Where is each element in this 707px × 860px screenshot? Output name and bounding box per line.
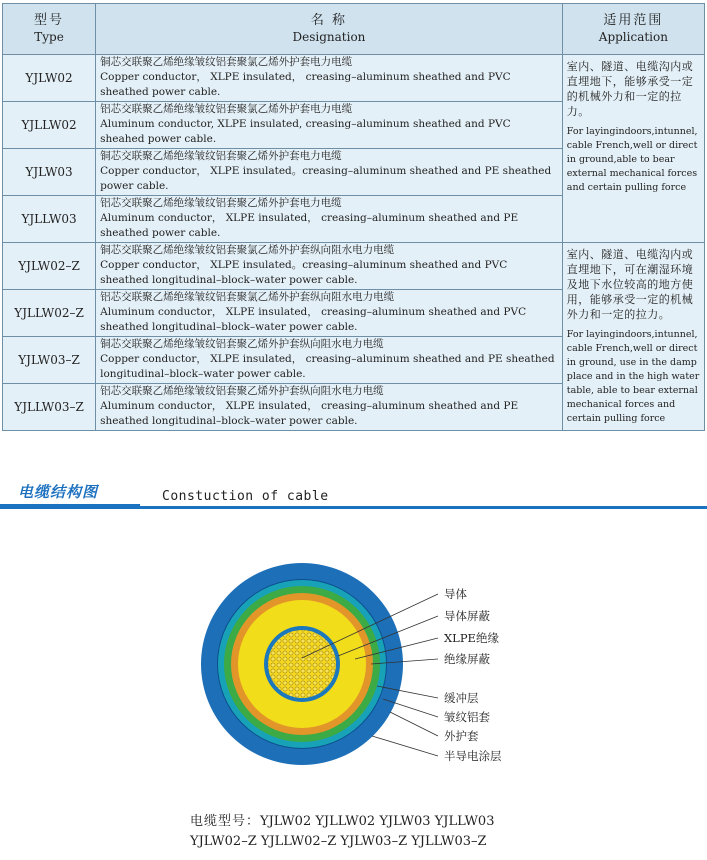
type-cell: YJLW03–Z bbox=[3, 337, 96, 384]
designation-en-line2: sheathed longitudinal–block–water power cable. bbox=[100, 321, 358, 333]
designation-en-line1: Copper conductor， XLPE insulated。creasing–aluminum sheathed and PE sheathed bbox=[100, 165, 552, 177]
designation-zh: 铜芯交联聚乙烯绝缘皱纹铝套聚乙烯外护套纵向阻水电力电缆 bbox=[100, 338, 384, 350]
application-zh: 室内、隧道、电缆沟内或直埋地下，可在潮湿环境及地下水位较高的地方使用，能够承受一定的机械外力和一定的拉力。 bbox=[566, 248, 694, 321]
designation-zh: 铜芯交联聚乙烯绝缘皱纹铝套聚氯乙烯外护套纵向阻水电力电缆 bbox=[100, 244, 395, 256]
cable-models-list bbox=[190, 812, 494, 852]
designation-en-line2: sheathed power cable. bbox=[100, 227, 221, 239]
designation-en-line1: Copper conductor， XLPE insulated。creasing–aluminum sheathed and PVC bbox=[100, 259, 508, 271]
section-title-zh: 电缆结构图 bbox=[18, 483, 99, 501]
header-designation-zh: 名 称 bbox=[310, 13, 348, 28]
designation-cell bbox=[96, 102, 563, 149]
cable-cross-section-diagram bbox=[0, 560, 707, 780]
designation-en-line1: Aluminum conductor， XLPE insulated， creasing–aluminum sheathed and PVC bbox=[100, 306, 527, 318]
designation-zh: 铝芯交联聚乙烯绝缘皱纹铝套聚氯乙烯外护套纵向阻水电力电缆 bbox=[100, 291, 395, 303]
models-line2: YJLW02–Z YJLLW02–Z YJLW03–Z YJLLW03–Z bbox=[190, 834, 487, 849]
header-type-zh: 型号 bbox=[34, 13, 65, 28]
designation-en-line1: Aluminum conductor， XLPE insulated， creasing–aluminum sheathed and PE bbox=[100, 212, 519, 224]
header-type bbox=[3, 4, 96, 55]
header-application bbox=[562, 4, 704, 55]
models-line1-values: YJLW02 YJLLW02 YJLW03 YJLLW03 bbox=[260, 814, 495, 829]
header-designation-en: Designation bbox=[292, 30, 366, 44]
header-application-en: Application bbox=[598, 30, 668, 44]
label-xlpe-insulation: XLPE绝缘 bbox=[444, 631, 499, 645]
header-application-zh: 适用范围 bbox=[603, 13, 664, 28]
table-header-row bbox=[3, 4, 705, 55]
designation-cell bbox=[96, 149, 563, 196]
designation-en-line2: power cable. bbox=[100, 180, 169, 192]
table-row bbox=[3, 243, 705, 290]
section-header bbox=[0, 479, 707, 511]
label-conductor-screen: 导体屏蔽 bbox=[444, 609, 490, 623]
designation-en-line1: Aluminum conductor, XLPE insulated, creasing–aluminum sheathed and PVC bbox=[100, 118, 511, 130]
type-cell: YJLW02 bbox=[3, 55, 96, 102]
designation-en-line1: Copper conductor， XLPE insulated， creasing–aluminum sheathed and PVC bbox=[100, 71, 511, 83]
table-row bbox=[3, 55, 705, 102]
models-line1 bbox=[190, 812, 494, 832]
designation-cell bbox=[96, 290, 563, 337]
leader-line-outer-sheath bbox=[390, 712, 438, 736]
designation-en-line2: sheathed power cable. bbox=[100, 86, 221, 98]
application-zh: 室内、隧道、电缆沟内或直埋地下，能够承受一定的机械外力和一定的拉力。 bbox=[566, 60, 694, 118]
type-cell: YJLW02–Z bbox=[3, 243, 96, 290]
conductor-core bbox=[268, 630, 336, 698]
designation-en-line2: sheahed power cable. bbox=[100, 133, 217, 145]
designation-cell bbox=[96, 337, 563, 384]
type-cell: YJLLW02 bbox=[3, 102, 96, 149]
type-cell: YJLLW02–Z bbox=[3, 290, 96, 337]
cable-spec-table bbox=[2, 3, 705, 431]
designation-cell bbox=[96, 384, 563, 431]
label-buffer-layer: 缓冲层 bbox=[444, 691, 479, 705]
header-type-en: Type bbox=[34, 30, 64, 44]
designation-zh: 铝芯交联聚乙烯绝缘皱纹铝套聚乙烯外护套纵向阻水电力电缆 bbox=[100, 385, 384, 397]
section-title-en: Constuction of cable bbox=[162, 489, 329, 504]
type-cell: YJLLW03 bbox=[3, 196, 96, 243]
application-en: For layingindoors,intunnel, cable French,well or direct in ground, use in the damp place and in the high water table, able to bear external mechanical forces and certain pulling force bbox=[566, 329, 700, 424]
application-en: For layingindoors,intunnel, cable French,well or direct in ground,able to bear external mechanical forces and certain pulling force bbox=[566, 126, 698, 193]
designation-cell bbox=[96, 55, 563, 102]
application-cell-2 bbox=[562, 243, 704, 431]
designation-zh: 铜芯交联聚乙烯绝缘皱纹铝套聚乙烯外护套电力电缆 bbox=[100, 150, 342, 162]
designation-en-line2: longitudinal–block–water power cable. bbox=[100, 368, 306, 380]
label-outer-sheath: 外护套 bbox=[444, 729, 479, 743]
designation-en-line2: sheathed longitudinal–block–water power cable. bbox=[100, 274, 358, 286]
designation-en-line2: sheathed longitudinal–block–water power cable. bbox=[100, 415, 358, 427]
designation-cell bbox=[96, 196, 563, 243]
section-rule bbox=[0, 506, 707, 509]
label-conductor: 导体 bbox=[444, 587, 467, 601]
designation-zh: 铝芯交联聚乙烯绝缘皱纹铝套聚乙烯外护套电力电缆 bbox=[100, 197, 342, 209]
label-semi-conductive-coating: 半导电涂层 bbox=[444, 749, 502, 763]
type-cell: YJLW03 bbox=[3, 149, 96, 196]
leader-line-semi-coating bbox=[372, 736, 438, 756]
models-label: 电缆型号： bbox=[190, 814, 261, 829]
label-insulation-screen: 绝缘屏蔽 bbox=[444, 652, 490, 666]
designation-cell bbox=[96, 243, 563, 290]
cable-cross-section-svg bbox=[0, 560, 707, 780]
diagram-labels bbox=[444, 587, 502, 763]
designation-en-line1: Aluminum conductor， XLPE insulated， creasing–aluminum sheathed and PE bbox=[100, 400, 519, 412]
designation-zh: 铜芯交联聚乙烯绝缘皱纹铝套聚氯乙烯外护套电力电缆 bbox=[100, 56, 353, 68]
label-corrugated-aluminum: 皱纹铝套 bbox=[444, 710, 490, 724]
application-cell-1 bbox=[562, 55, 704, 243]
header-designation bbox=[96, 4, 563, 55]
designation-en-line1: Copper conductor， XLPE insulated， creasing–aluminum sheathed and PE sheathed bbox=[100, 353, 555, 365]
designation-zh: 铝芯交联聚乙烯绝缘皱纹铝套聚氯乙烯外护套电力电缆 bbox=[100, 103, 353, 115]
type-cell: YJLLW03–Z bbox=[3, 384, 96, 431]
